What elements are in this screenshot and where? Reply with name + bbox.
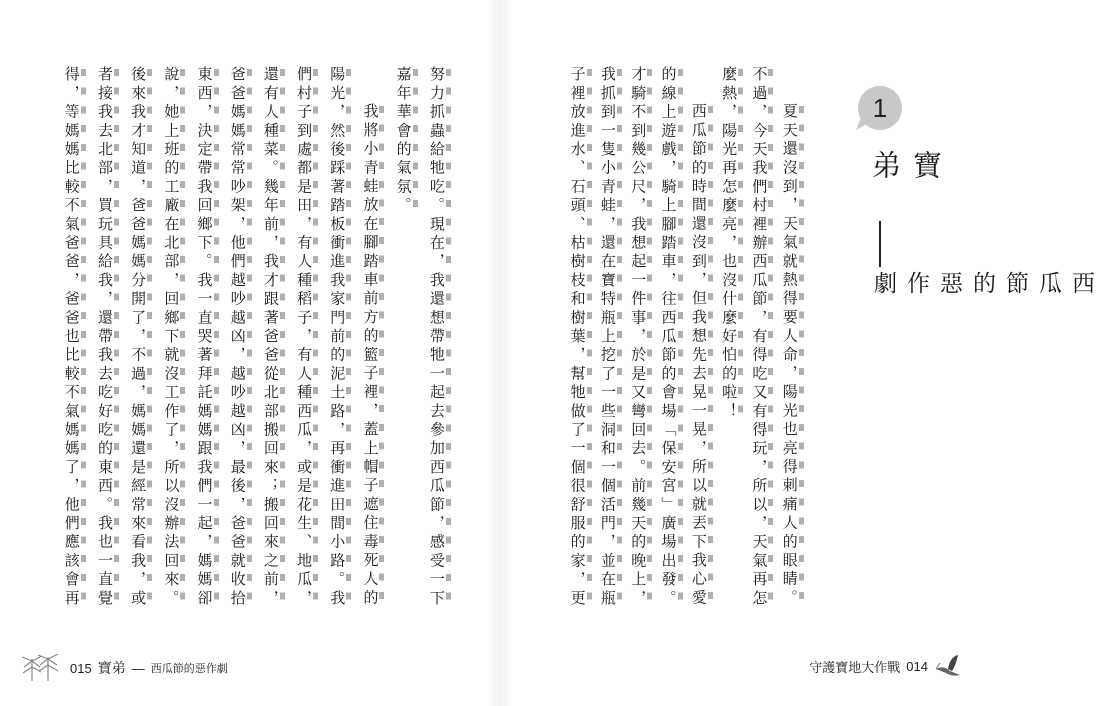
page-gutter [488,0,512,706]
column-text: 們村子到處都是田，有人種稻子，有人種西瓜，或是花生、地瓜， [295,66,314,609]
text-column [97,66,130,608]
column-text: 爸爸媽媽常常吵架，他們越吵越凶，越吵越凶，最後，爸爸就收拾 [228,66,247,609]
text-column [429,66,462,608]
column-text: 東西，決定帶我回鄉下。我一直哭著拜託媽媽跟我們一起，媽媽卻 [195,66,214,609]
column-text: 麼熱，陽光再怎麼亮，也沒什麼好怕的啦！ [720,66,739,422]
page-number: 014 [906,658,928,674]
text-column [197,66,230,608]
text-column [362,66,395,608]
text-column [163,66,196,608]
text-column [263,66,296,608]
text-column [630,66,660,608]
title-dash [879,221,881,267]
page-number: 015 [70,660,92,676]
text-column [570,66,600,608]
text-column [600,66,630,608]
column-text: 陽光，然後踩著踏板衝進我家門前的泥土路，再衝進田間小路。我 [328,66,347,609]
footer-dash: — [131,660,145,676]
column-text: 子裡放進水、石頭、枯樹枝和樹葉，幫牠做了一個很舒服的家，更 [568,66,587,609]
right-page-text [569,66,812,608]
column-text: 者接我去北部，買玩具給我，還帶我去吃好吃的東西。我也一直覺 [95,66,114,609]
text-column [230,66,263,608]
plant-logo-icon [20,653,64,683]
chapter-number-badge: 1 [858,86,902,130]
column-text: 後來我才知道，爸爸媽媽分開了，不過，媽媽還是經常來看我，或 [129,66,148,609]
right-page-footer [809,653,962,679]
column-text: 還有人種菜。幾年前，我才跟著爸爸從北部搬回來；搬回來之前， [261,66,280,609]
footer-chapter-main: 寶弟 [97,660,126,676]
text-column [661,66,691,608]
text-column [296,66,329,608]
left-page-text [63,66,462,608]
text-column [130,66,163,608]
footer-chapter-sub: 西瓜節的惡作劇 [150,663,228,675]
column-text: 才騎不到幾公尺，我想起一件事，於是又彎回去。前幾天的晚上， [629,66,648,609]
bird-icon [934,653,962,679]
column-text: 西瓜節的時間還沒到，但我想先去晃一晃，所以就丟下我心愛 [689,103,708,608]
column-text: 嘉年華會的氣氛。 [394,66,413,216]
column-text: 努力抓蟲給牠吃。現在，我還想帶牠一起去參加西瓜節，感受一下 [427,66,446,609]
text-column [396,66,429,216]
chapter-title-sub: 西瓜節的惡作劇 [870,271,1094,298]
column-text: 的線上遊戲，騎上腳踏車，往西瓜節的會場「保安宮」廣場出發。 [659,66,678,609]
column-text: 得，等媽媽比較不氣爸爸，爸爸也比較不氣媽媽了，他們應該會再 [62,66,81,609]
text-column [329,66,362,608]
text-column [691,66,721,608]
text-column [782,66,812,608]
chapter-title-main: 寶弟 [868,150,943,181]
column-text: 我抓到一隻小青蛙，還在寶特瓶上挖了一些洞和一個活門，並在瓶 [598,66,617,609]
text-column [751,66,781,608]
column-text: 不過，今天我們村裡辦西瓜節，有得吃又有得玩，所以，天氣再怎 [750,66,769,609]
text-column [721,66,751,421]
column-text: 我將小青蛙放在腳踏車前方的籃子裡，蓋上帽子遮住毒死人的 [361,103,380,608]
column-text: 說，她上班的工廠在北部，回鄉下就沒工作了，所以沒辦法回來。 [162,66,181,609]
text-column [64,66,97,608]
column-text: 夏天還沒到，天氣就熱得要人命，陽光也亮得刺痛人的眼睛。 [780,103,799,608]
book-title: 守護寶地大作戰 [809,659,901,675]
left-page-footer [20,653,228,683]
